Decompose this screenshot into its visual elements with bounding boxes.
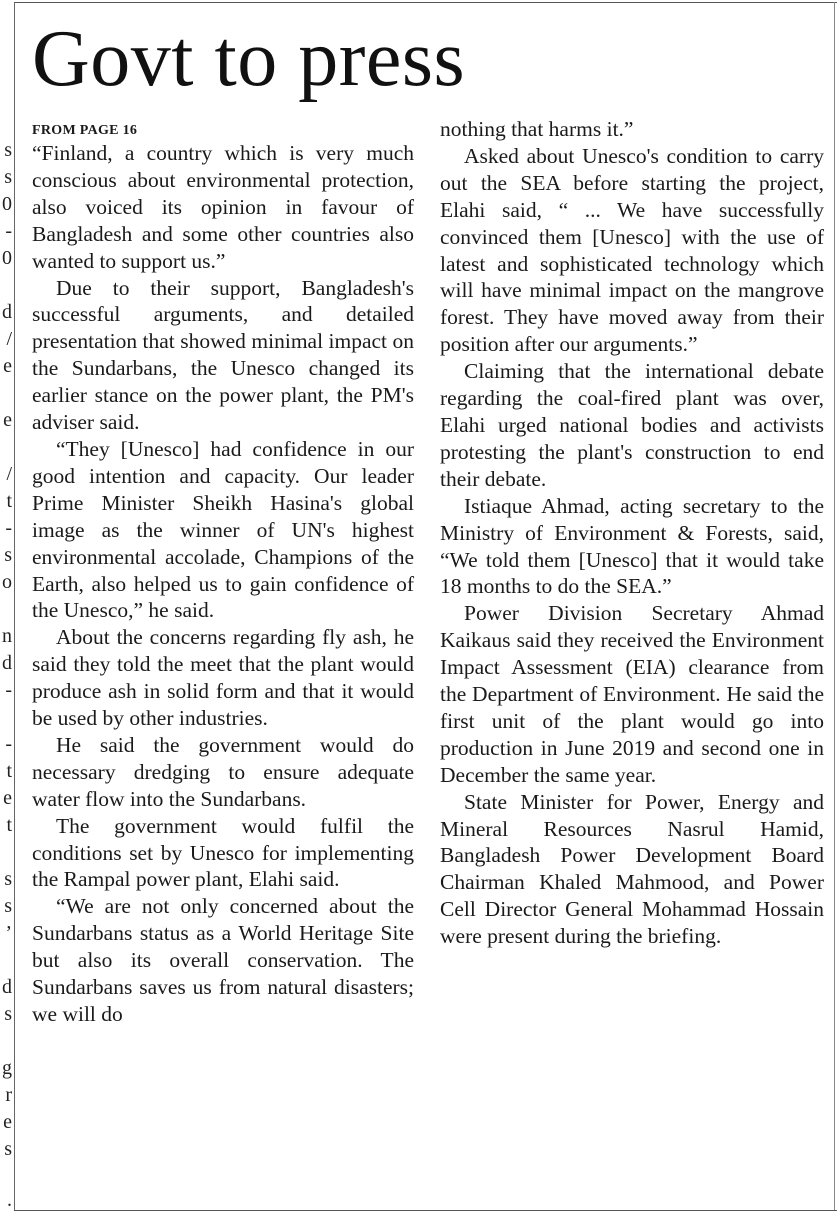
right-edge-rule	[834, 2, 835, 1210]
margin-fragment: t	[6, 814, 12, 836]
margin-fragment: s	[4, 1003, 12, 1025]
margin-fragment: t	[6, 490, 12, 512]
paragraph: nothing that harms it.”	[440, 117, 634, 141]
paragraph: “Finland, a country which is very much conscious about environmental protection, also voiced its opinion in favour of Bangladesh and some other countries also wanted to support us.”	[32, 141, 414, 273]
paragraph: “They [Unesco] had confidence in our good intention and capacity. Our leader Prime Minister Sheikh Hasina's global image as the winner of UN's highest environmental accolade, Champions of the Earth, also helped us to gain confidence of the Unesco,” he said.	[32, 436, 414, 623]
margin-fragment: g	[2, 1057, 12, 1079]
margin-fragment: d	[2, 976, 12, 998]
article-column-left	[32, 116, 414, 1028]
margin-fragment: s	[4, 1138, 12, 1160]
continuation-kicker: FROM PAGE 16	[32, 123, 138, 138]
paragraph: Claiming that the international debate regarding the coal-fired plant was over, Elahi urged national bodies and activists protesting the plant's construction to end their debate.	[440, 359, 824, 491]
margin-fragment: d	[2, 301, 12, 323]
paragraph: The government would fulfil the conditions set by Unesco for implementing the Rampal power plant, Elahi said.	[32, 813, 414, 892]
left-column-rule	[14, 2, 15, 1210]
margin-fragment: ’	[5, 922, 12, 944]
paragraph: Power Division Secretary Ahmad Kaikaus said they received the Environment Impact Assessment (EIA) clearance from the Department of Environment. He said the first unit of the plant would go into production in June 2019 and second one in December the same year.	[440, 601, 824, 787]
margin-fragment: e	[3, 355, 12, 377]
margin-fragment: e	[3, 409, 12, 431]
margin-fragment: s	[4, 544, 12, 566]
paragraph: About the concerns regarding fly ash, he said they told the meet that the plant would produce ash in solid form and that it would be used by other industries.	[32, 625, 414, 731]
margin-fragment: t	[6, 760, 12, 782]
paragraph: Istiaque Ahmad, acting secretary to the Ministry of Environment & Forests, said, “We told them [Unesco] that it would take 18 months to do the SEA.”	[440, 493, 824, 599]
paragraph: Due to their support, Bangladesh's successful arguments, and detailed presentation that showed minimal impact on the Sundarbans, the Unesco changed its earlier stance on the power plant, the PM's adviser said.	[32, 275, 414, 435]
margin-fragment: s	[4, 895, 12, 917]
margin-fragment: s	[4, 139, 12, 161]
margin-fragment: /	[6, 463, 12, 485]
margin-fragment: o	[2, 571, 12, 593]
margin-fragment: /	[6, 328, 12, 350]
paragraph: State Minister for Power, Energy and Mineral Resources Nasrul Hamid, Bangladesh Power Development Board Chairman Khaled Mahmood, and Power Cell Director General Mohammad Hossain were present during the briefing.	[440, 789, 824, 949]
margin-fragment: 0	[2, 193, 12, 215]
top-rule	[14, 2, 837, 3]
paragraph: He said the government would do necessary dredging to ensure adequate water flow into the Sundarbans.	[32, 732, 414, 811]
margin-fragment: .	[7, 1189, 12, 1211]
margin-fragment: 0	[2, 247, 12, 269]
margin-fragment: r	[5, 1084, 12, 1106]
margin-fragment: -	[5, 517, 12, 539]
article-column-right	[440, 116, 824, 950]
margin-fragment: s	[4, 166, 12, 188]
bottom-rule	[14, 1210, 837, 1211]
margin-fragment: -	[5, 220, 12, 242]
margin-fragment: -	[5, 679, 12, 701]
headline: Govt to press	[32, 15, 466, 103]
margin-fragment: s	[4, 868, 12, 890]
margin-fragment: -	[5, 733, 12, 755]
paragraph: Asked about Unesco's condition to carry out the SEA before starting the project, Elahi said, “ ... We have successfully convinced them [Unesco] with the use of latest and sophisticated technology which will have minimal impact on the mangrove forest. They have moved away from their position after our arguments.”	[440, 143, 824, 357]
margin-fragment: n	[2, 625, 12, 647]
paragraph: “We are not only concerned about the Sundarbans status as a World Heritage Site but also its overall conservation. The Sundarbans saves us from natural disasters; we will do	[32, 894, 414, 1026]
margin-fragment: d	[2, 652, 12, 674]
margin-fragment: e	[3, 787, 12, 809]
margin-fragment: e	[3, 1111, 12, 1133]
